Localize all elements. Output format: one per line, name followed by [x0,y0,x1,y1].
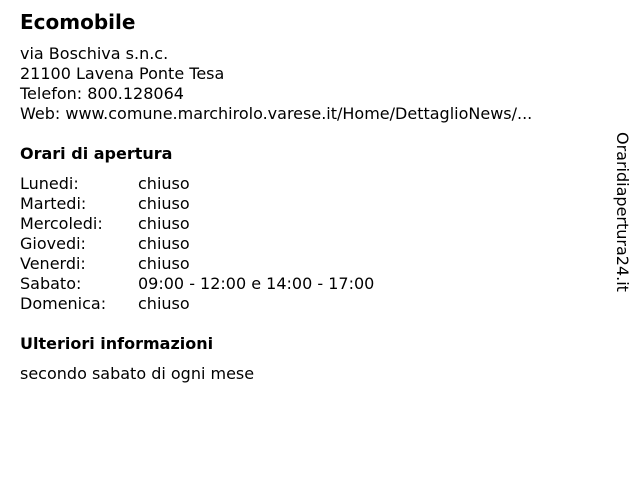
day-label: Domenica: [20,294,107,313]
additional-info-heading: Ulteriori informazioni [20,334,214,353]
business-name: Ecomobile [20,10,136,34]
day-label: Martedi: [20,194,87,213]
day-hours: chiuso [138,234,190,253]
day-hours: chiuso [138,174,190,193]
website-link[interactable]: Web: www.comune.marchirolo.varese.it/Home/DettaglioNews/... [20,104,533,123]
day-hours: 09:00 - 12:00 e 14:00 - 17:00 [138,274,375,293]
day-label: Giovedi: [20,234,86,253]
day-hours: chiuso [138,194,190,213]
day-label: Lunedi: [20,174,79,193]
site-watermark: Oraridiapertura24.it [613,132,632,292]
day-hours: chiuso [138,294,190,313]
day-label: Venerdi: [20,254,86,273]
day-hours: chiuso [138,254,190,273]
business-address [20,44,532,124]
phone-number: Telefon: 800.128064 [20,84,184,103]
opening-hours-heading: Orari di apertura [20,144,173,163]
day-label: Mercoledi: [20,214,103,233]
address-street: via Boschiva s.n.c. [20,44,169,63]
additional-info-text: secondo sabato di ogni mese [20,364,255,383]
address-city: 21100 Lavena Ponte Tesa [20,64,225,83]
day-hours: chiuso [138,214,190,233]
day-label: Sabato: [20,274,82,293]
